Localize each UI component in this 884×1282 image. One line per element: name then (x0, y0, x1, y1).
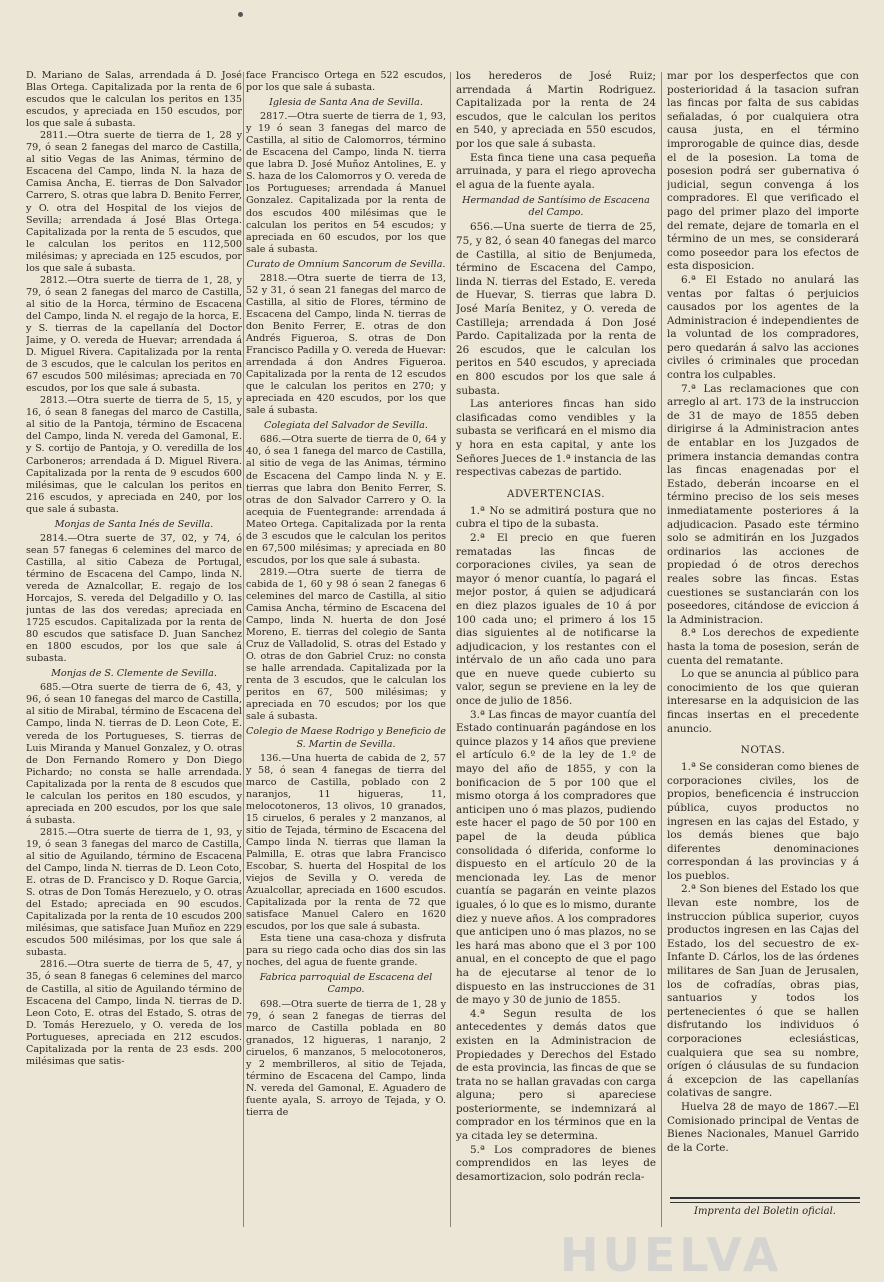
paragraph: 6.ª El Estado no anulará las ventas por faltas ó perjuicios causados por los agentes de la Administracion é independientes de la voluntad de los compradores, pero quedarán á salvo las acciones civiles ó criminales que procedan contra los culpables. (667, 273, 859, 382)
column-1 (26, 70, 242, 1235)
paragraph: Lo que se anuncia al público para conocimiento de los que quieran interesarse en la adquisicion de las fincas insertas en el precedente anuncio. (667, 668, 859, 735)
imprint-line: Imprenta del Boletin oficial. (694, 1206, 836, 1217)
paragraph: D. Mariano de Salas, arrendada á D. José Blas Ortega. Capitalizada por la renta de 6 escudos que le calculan los peritos en 135 escudos, y apreciada en 150 escudos, por los que sale á subasta. (26, 70, 242, 130)
section-heading: Colegio de Maese Rodrigo y Beneficio de S. Martin de Sevilla. (246, 726, 446, 750)
section-heading: Colegiata del Salvador de Sevilla. (264, 420, 428, 432)
library-watermark: HUELVA (560, 1228, 783, 1282)
paragraph: 2814.—Otra suerte de 37, 02, y 74, ó sean 57 fanegas 6 celemines del marco de Castilla, al sitio Cabeza de Portugal, término de Escacena del Campo, linda N. vereda de Aznalcollar, E. regajo de los Horcajos, S. vereda del Delgadillo y O. las juntas de las dos veredas; apreciada en 1725 escudos. Capitalizada por la renta de 80 escudos que satisface D. Juan Sanchez en 1800 escudos, por los que sale á subasta. (26, 532, 242, 665)
column-rule (661, 72, 662, 1227)
paragraph: 136.—Una huerta de cabida de 2, 57 y 58, ó sean 4 fanegas de tierra del marco de Castilla, poblado con 2 naranjos, 11 higueras, 11, melocotoneros, 13 olivos, 10 granados, 15 ciruelos, 6 perales y 2 manzanos, al sitio de Tejada, término de Escacena del Campo linda N. tierras que llaman la Palmilla, E. otras que labra Francisco Escobar, S. huerta del Hospital de los viejos de Sevilla y O. vereda de Azualcollar, apreciada en 1600 escudos. Capitalizada por la renta de 72 que satisface Manuel Calero en 1620 escudos, por los que sale á subasta. (246, 752, 446, 933)
column-rule (243, 72, 244, 1227)
printer-mark (238, 12, 243, 17)
paragraph: 2817.—Otra suerte de tierra de 1, 93, y 19 ó sean 3 fanegas del marco de Castilla, al sitio de Calomorros, término de Escacena del Campo, linda N. tierra que labra D. José Muñoz Antolines, E. y S. haza de los Calomorros y O. vereda de los Portugueses; arrendada á Manuel Gonzalez. Capitalizada por la renta de dos escudos 400 milésimas que le calculan los peritos en 54 escudos; y apreciada en 60 escudos, por los que sale á subasta. (246, 111, 446, 255)
paragraph: 2819.—Otra suerte de tierra de cabida de 1, 60 y 98 ó sean 2 fanegas 6 celemines del marco de Castilla, al sitio Camisa Ancha, término de Escacena del Campo, linda N. huerta de don José Moreno, E. tierras del colegio de Santa Cruz de Valladolid, S. otras del Estado y O. otras de don Gabriel Cruz: no consta se halle arrendada. Capitalizada por la renta de 3 escudos, que le calculan los peritos en 67, 500 milésimas; y apreciada en 70 escudos; por los que sale á subasta. (246, 566, 446, 723)
paragraph: 8.ª Los derechos de expediente hasta la toma de posesion, serán de cuenta del rematante. (667, 627, 859, 667)
paragraph: 2816.—Otra suerte de tierra de 5, 47, y 35, ó sean 8 fanegas 6 celemines del marco de Castilla, al sitio de Aguilando término de Escacena del Campo, linda N. tierras de D. Leon Coto, E. otras del Estado, S. otras de D. Tomás Herezuelo, y O. vereda de los Portugueses, apreciada en 212 escudos. Capitalizada por la renta de 23 esds. 200 milésimas que satis- (26, 959, 242, 1067)
paragraph: Esta tiene una casa-choza y disfruta para su riego cada ocho dias dos sin las noches, del agua de fuente grande. (246, 933, 446, 969)
paragraph: 2.ª Son bienes del Estado los que llevan este nombre, los de instruccion pública superior, cuyos productos ingresen en las Cajas del Estado, los del secuestro de ex-Infante D. Cárlos, los de las órdenes militares de San Juan de Jerusalen, los de cofradías, obras pias, santuarios y todos los pertenecientes ó que se hallen disfrutando los individuos ó corporaciones eclesiásticas, cualquiera que sea su nombre, orígen ó cláusulas de su fundacion á excepcion de las capellanías colativas de sangre. (667, 883, 859, 1100)
paragraph: 4.ª Segun resulta de los antecedentes y demás datos que existen en la Administracion de Propiedades y Derechos del Estado de esta provincia, las fincas de que se trata no se hallan gravadas con carga alguna; pero si apareciese posteriormente, se indemnizará al comprador en los términos que en la ya citada ley se determina. (456, 1007, 656, 1143)
paragraph: 2813.—Otra suerte de tierra de 5, 15, y 16, ó sean 8 fanegas del marco de Castilla, al sitio de la Pantoja, término de Escacena del Campo, linda N. vereda del Gamonal, E. y S. cortijo de Pantoja, y O. veredilla de los Carboneros; arrendada á D. Miguel Rivera. Capitalizada por la renta de 9 escudos 600 milésimas, que le calculan los peritos en 216 escudos, y apreciada en 240, por los que sale á subasta. (26, 395, 242, 515)
paragraph: Esta finca tiene una casa pequeña arruinada, y para el riego aprovecha el agua de la fuente ayala. (456, 151, 656, 191)
paragraph: mar por los desperfectos que con posterioridad á la tasacion sufran las fincas por falta de sus cabidas señaladas, ó por cualquiera otra causa justa, en el término improrogable de quince dias, desde el de la posesion. La toma de posesion podrá ser gubernativa ó judicial, segun convenga á los compradores. El que verificado el pago del primer plazo del importe del remate, dejare de tomarla en el término de un mes, se considerará como poseedor para los efectos de esta disposicion. (667, 70, 859, 273)
section-heading: Fabrica parroquial de Escacena del Campo. (259, 972, 433, 996)
footer-rule (670, 1197, 860, 1203)
paragraph: 2812.—Otra suerte de tierra de 1, 28, y 79, ó sean 2 fanegas del marco de Castilla, al sitio de la Horca, término de Escacena del Campo, linda N. el regajo de la horca, E. y S. tierras de la capellanía del Doctor Jaime, y O. vereda de Huevar; arrendada á D. Miguel Rivera. Capitalizada por la renta de 3 escudos, que le calculan los peritos en 67 escudos 500 milésimas; apreciada en 70 escudos, por los que sale á subasta. (26, 274, 242, 395)
paragraph: face Francisco Ortega en 522 escudos, por los que sale á subasta. (246, 70, 446, 94)
section-heading: Hermandad de Santísimo de Escacena del Campo. (462, 195, 650, 219)
paragraph: los herederos de José Ruiz; arrendada á Martin Rodriguez. Capitalizada por la renta de 24 escudos, que le calculan los peritos en 540, y apreciada en 550 escudos, por los que sale á subasta. (456, 70, 656, 150)
paragraph: Las anteriores fincas han sido clasificadas como vendibles y la subasta se verificará en el mismo dia y hora en esta capital, y ante los Señores Jueces de 1.ª instancia de las respectivas cabezas de partido. (456, 398, 656, 479)
section-heading: Iglesia de Santa Ana de Sevilla. (269, 97, 423, 109)
paragraph: 2815.—Otra suerte de tierra de 1, 93, y 19, ó sean 3 fanegas del marco de Castilla, al sitio de Aguilando, término de Escacena del Campo, linda N. tierras de D. Leon Coto, E. otras de D. Francisco y D. Roque Garcia, S. otras de Don Tomás Herezuelo, y O. otras del Estado; apreciada en 90 escudos. Capitalizada por la renta de 10 escudos 200 milésimas, que satisface Juan Muñoz en 229 escudos 500 milésimas, por los que sale á subasta. (26, 826, 242, 959)
column-rule (450, 72, 451, 1227)
paragraph: 685.—Otra suerte de tierra de 6, 43, y 96, ó sean 10 fanegas del marco de Castilla, al sitio de Mirabal, término de Escacena del Campo, linda N. tierras de D. Leon Cote, E. vereda de los Portugueses, S. tierras de Luis Miranda y Manuel Gonzalez, y O. otras de Don Fernando Romero y Don Diego Pichardo; no consta se halle arrendada. Capitalizada por la renta de 8 escudos que le calculan los peritos en 180 escudos, y apreciada en 200 escudos, por los que sale á subasta. (26, 682, 242, 826)
paragraph: 7.ª Las reclamaciones que con arreglo al art. 173 de la instruccion de 31 de mayo de 1855 deben dirigirse á la Administracion antes de entablar en los Juzgados de primera instancia demandas contra las fincas enagenadas por el Estado, deberán incoarse en el término preciso de los seis meses inmediatamente posteriores á la adjudicacion. Pasado este término solo se admitirán en los Juzgados ordinarios las acciones de propiedad ó de otros derechos reales sobre las fincas. Estas cuestiones se sustanciarán con los poseedores, citándose de eviccion á la Administracion. (667, 382, 859, 626)
notice-heading: ADVERTENCIAS. (506, 487, 606, 500)
column-3 (456, 70, 656, 1235)
section-heading: Curato de Omnium Sancorum de Sevilla. (246, 258, 446, 270)
paragraph: 2818.—Otra suerte de tierra de 13, 52 y 31, ó sean 21 fanegas del marco de Castilla, al sitio de Flores, término de Escacena del Campo, linda N. tierras de don Benito Ferrer, E. otras de don Andrés Figueroa, S. otras de Don Francisco Padilla y O. vereda de Huevar: arrendada á don Andres Figueroa. Capitalizada por la renta de 12 escudos que le calculan los peritos en 270; y apreciada en 420 escudos, por los que sale á subasta. (246, 272, 446, 417)
section-heading: Monjas de Santa Inés de Sevilla. (54, 518, 214, 530)
paragraph: 2.ª El precio en que fueren rematadas las fincas de corporaciones civiles, ya sean de mayor ó menor cuantía, lo pagará el mejor postor, á quien se adjudicará en diez plazos iguales de 10 á por 100 cada uno; el primero á los 15 dias siguientes al de notificarse la adjudicacion, y los restantes con el intérvalo de un año cada uno para que en nueve quede cubierto su valor, segun se previene en la ley de once de julio de 1856. (456, 531, 656, 708)
paragraph: 1.ª Se consideran como bienes de corporaciones civiles, los de propios, beneficencia é instruccion pública, cuyos productos no ingresen en las cajas del Estado, y los demás bienes que bajo diferentes denominaciones correspondan á las provincias y á los pueblos. (667, 761, 859, 882)
paragraph: 686.—Otra suerte de tierra de 0, 64 y 40, ó sea 1 fanega del marco de Castilla, al sitio de vega de las Animas, término de Escacena del Campo linda N. y E. tierras que labra don Benito Ferrer, S. otras de don Salvador Carrero y O. la acequia de Fuentegrande: arrendada á Mateo Ortega. Capitalizada por la renta de 3 escudos que le calculan los peritos en 67,500 milésimas; y apreciada en 80 escudos, por los que sale á subasta. (246, 434, 446, 566)
paragraph: 656.—Una suerte de tierra de 25, 75, y 82, ó sean 40 fanegas del marco de Castilla, al sitio de Benjumeda, término de Escacena del Campo, linda N. tierras del Estado, E. vereda de Huevar, S. tierras que labra D. José María Benitez, y O. vereda de Castilleja; arrendada á Don José Pardo. Capitalizada por la renta de 26 escudos, que le calculan los peritos en 540 escudos, y apreciada en 800 escudos por los que sale á subasta. (456, 221, 656, 397)
section-heading: Monjas de S. Clemente de Sevilla. (51, 668, 217, 680)
paragraph: Huelva 28 de mayo de 1867.—El Comisionado principal de Ventas de Bienes Nacionales, Manuel Garrido de la Corte. (667, 1100, 859, 1154)
paragraph: 698.—Otra suerte de tierra de 1, 28 y 79, ó sean 2 fanegas de tierras del marco de Castilla poblada en 80 granados, 12 higueras, 1 naranjo, 2 ciruelos, 6 manzanos, 5 melocotoneros, y 2 membrilleros, al sitio de Tejada, término de Escacena del Campo, linda N. vereda del Gamonal, E. Aguadero de fuente ayala, S. arroyo de Tejada, y O. tierra de (246, 998, 446, 1118)
column-2 (246, 70, 446, 1235)
paragraph: 2811.—Otra suerte de tierra de 1, 28 y 79, ó sean 2 fanegas del marco de Castilla, al sitio Vegas de las Animas, término de Escacena del Campo, linda N. la haza de Camisa Ancha, E. tierras de Don Salvador Carrero, S. otras que labra D. Benito Ferrer, y O. otra del Hospital de los viejos de Sevilla; arrendada á José Blas Ortega. Capitalizada por la renta de 5 escudos, que le calculan los peritos en 112,500 milésimas; y apreciada en 125 escudos, por los que sale á subasta. (26, 130, 242, 274)
paragraph: 3.ª Las fincas de mayor cuantía del Estado continuarán pagándose en los quince plazos y 14 años que previene el artículo 6.º de la ley de 1.º de mayo del año de 1855, y con la bonificacion de 5 por 100 que el mismo otorga á los compradores que anticipen uno ó mas plazos, pudiendo este hacer el pago de 50 por 100 en papel de la deuda pública consolidada ó diferida, conforme lo dispuesto en el artículo 20 de la mencionada ley. Las de menor cuantía se pagarán en veinte plazos iguales, ó lo que es lo mismo, durante diez y nueve años. A los compradores que anticipen uno ó mas plazos, no se les hará mas abono que el 3 por 100 anual, en el concepto de que el pago ha de ejecutarse al tenor de lo dispuesto en las instrucciones de 31 de mayo y 30 de junio de 1855. (456, 708, 656, 1007)
notice-heading: NOTAS. (740, 744, 786, 757)
column-4 (667, 70, 859, 1235)
paragraph: 5.ª Los compradores de bienes comprendidos en las leyes de desamortizacion, solo podrán recla- (456, 1143, 656, 1183)
paragraph: 1.ª No se admitirá postura que no cubra el tipo de la subasta. (456, 504, 656, 531)
